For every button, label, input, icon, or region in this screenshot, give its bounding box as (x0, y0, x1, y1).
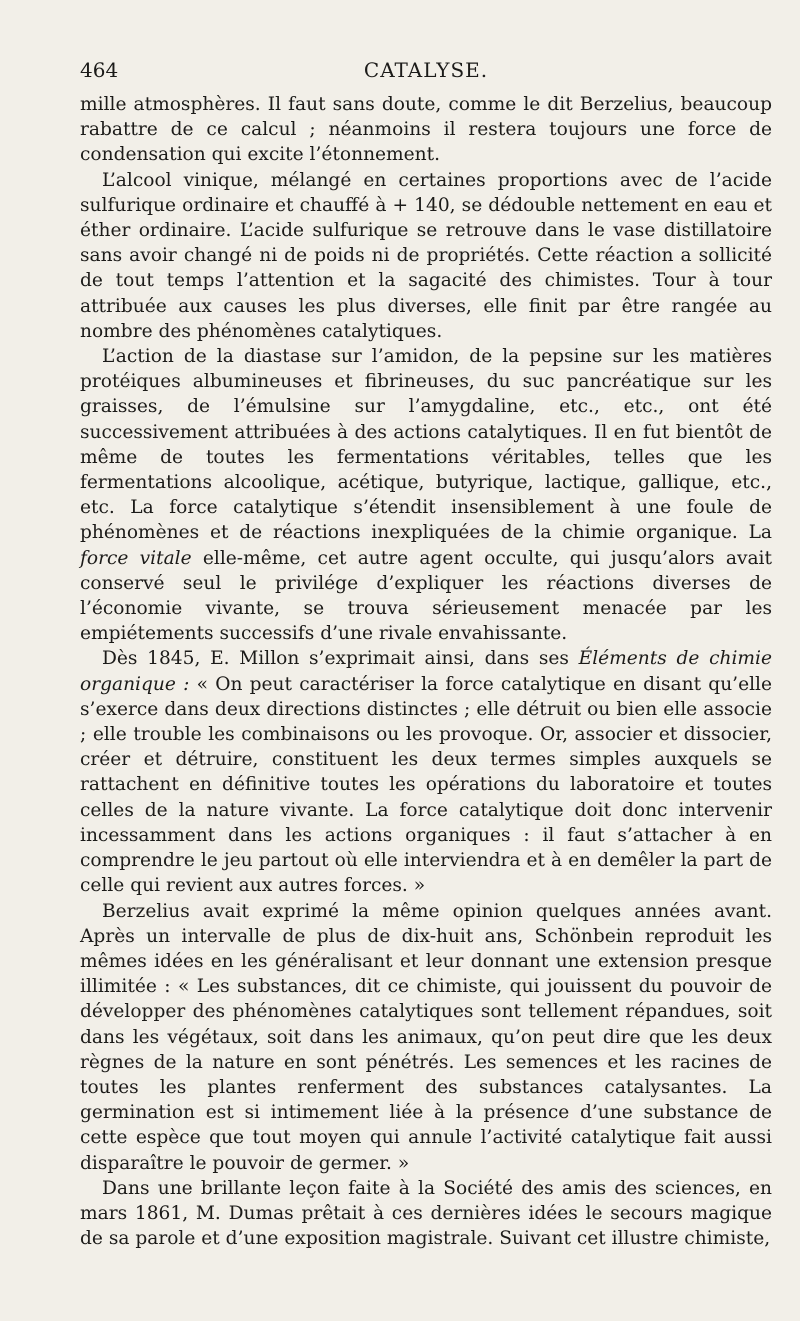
paragraph-3-emphasis: force vitale (80, 547, 192, 569)
paragraph-3-text-a: L’action de la diastase sur l’amidon, de la pepsine sur les matières protéiques albumineuses et fibrineuses, du suc pancréatique sur les graisses, de l’émulsine sur l’amygdaline, etc., etc., ont été successivement attribuées à des actions catalytiques. Il en fut bientôt de même de toutes les fermentations véritables, telles que les fermentations alcoolique, acétique, butyrique, lactique, gallique, etc., etc. La force catalytique s’étendit insensiblement à une foule de phénomènes et de réactions inexpliquées de la chimie organique. La (80, 346, 772, 544)
running-title: CATALYSE. (363, 58, 489, 82)
body-text (80, 92, 772, 1251)
paragraph-4-emphasis: Éléments de chimie organique : (80, 648, 772, 695)
page-header (80, 58, 772, 92)
page-number: 464 (80, 58, 119, 82)
paragraph-3 (80, 344, 772, 646)
paragraph-4-text-a: Dès 1845, E. Millon s’exprimait ainsi, dans ses (102, 648, 579, 670)
paragraph-5: Berzelius avait exprimé la même opinion quelques années avant. Après un intervalle de plus de dix-huit ans, Schönbein reproduit les mêmes idées en les généralisant et leur donnant une extension presque illimitée : « Les substances, dit ce chimiste, qui jouissent du pouvoir de développer des phénomènes catalytiques sont tellement répandues, soit dans les végétaux, soit dans les animaux, qu’on peut dire que les deux règnes de la nature en sont pénétrés. Les semences et les racines de toutes les plantes renferment des substances catalysantes. La germination est si intimement liée à la présence d’une substance de cette espèce que tout moyen qui annule l’activité catalytique fait aussi disparaître le pouvoir de germer. » (80, 900, 772, 1174)
paragraph-4 (80, 646, 772, 898)
paragraph-2: L’alcool vinique, mélangé en certaines proportions avec de l’acide sulfurique ordinaire et chauffé à + 140, se dédouble nettement en eau et éther ordinaire. L’acide sulfurique se retrouve dans le vase distillatoire sans avoir changé ni de poids ni de propriétés. Cette réaction a sollicité de tout temps l’attention et la sagacité des chimistes. Tour à tour attribuée aux causes les plus diverses, elle finit par être rangée au nombre des phénomènes catalytiques. (80, 169, 772, 342)
paragraph-1: mille atmosphères. Il faut sans doute, comme le dit Berzelius, beaucoup rabattre de ce calcul ; néanmoins il restera toujours une force de condensation qui excite l’étonnement. (80, 94, 772, 166)
paragraph-6: Dans une brillante leçon faite à la Société des amis des sciences, en mars 1861, M. Dumas prêtait à ces dernières idées le secours magique de sa parole et d’une exposition magistrale. Suivant cet illustre chimiste, (80, 1177, 772, 1250)
paragraph-4-text-b: « On peut caractériser la force catalytique en disant qu’elle s’exerce dans deux directions distinctes ; elle détruit ou bien elle associe ; elle trouble les combinaisons ou les provoque. Or, associer et dissocier, créer et détruire, constituent les deux termes simples auxquels se rattachent en définitive toutes les opérations du laboratoire et toutes celles de la nature vivante. La force catalytique doit donc intervenir incessamment dans les actions organiques : il faut s’attacher à en comprendre le jeu partout où elle interviendra et à en demêler la part de celle qui revient aux autres forces. » (80, 673, 772, 897)
paragraph-3-text-b: elle-même, cet autre agent occulte, qui jusqu’alors avait conservé seul le privilége d’expliquer les réactions diverses de l’économie vivante, se trouva sérieusement menacée par les empiétements successifs d’une rivale envahissante. (80, 547, 772, 645)
